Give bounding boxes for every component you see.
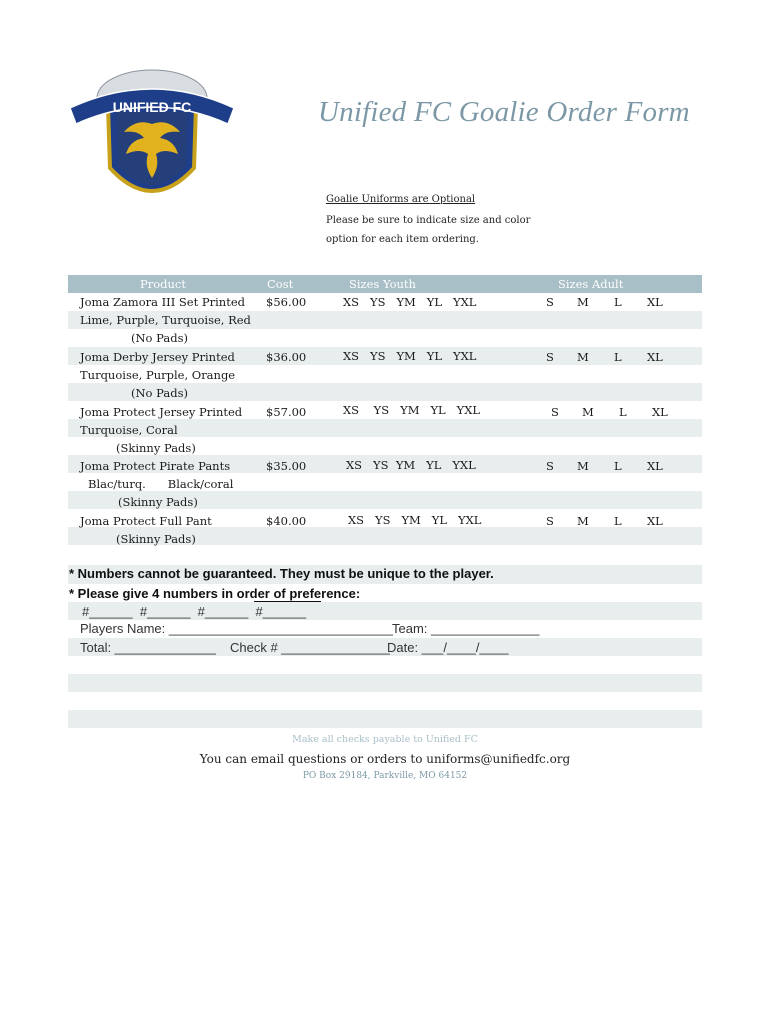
youth-sizes: XS YS YM YL YXL bbox=[346, 458, 476, 472]
adult-size-m: M bbox=[577, 514, 589, 528]
adult-size-m: M bbox=[577, 459, 589, 473]
product-colors: Blac/turq. Black/coral bbox=[88, 477, 234, 491]
product-cost: $56.00 bbox=[266, 295, 307, 309]
adult-size-l: L bbox=[614, 459, 622, 473]
payable-note: Make all checks payable to Unified FC bbox=[292, 734, 478, 745]
header-sizes-adult: Sizes Adult bbox=[558, 277, 624, 291]
youth-sizes: XS YS YM YL YXL bbox=[343, 295, 477, 309]
total-field[interactable]: Total: ______________ bbox=[80, 640, 216, 655]
optional-note-heading: Goalie Uniforms are Optional bbox=[326, 194, 476, 205]
adult-size-s: S bbox=[546, 459, 554, 473]
adult-size-xl: XL bbox=[647, 514, 663, 528]
product-name: Joma Zamora III Set Printed bbox=[80, 295, 245, 309]
product-cost: $40.00 bbox=[266, 514, 307, 528]
adult-size-xl: XL bbox=[647, 459, 663, 473]
product-padding: (Skinny Pads) bbox=[116, 441, 196, 455]
product-colors: Turquoise, Purple, Orange bbox=[80, 368, 236, 382]
product-cost: $36.00 bbox=[266, 350, 307, 364]
adult-size-l: L bbox=[614, 350, 622, 364]
page-title: Unified FC Goalie Order Form bbox=[318, 96, 690, 128]
adult-size-l: L bbox=[614, 514, 622, 528]
team-field[interactable]: Team: _______________ bbox=[392, 621, 540, 636]
underline-rule bbox=[254, 601, 321, 602]
adult-size-m: M bbox=[577, 295, 589, 309]
logo-text: UNIFIED FC bbox=[112, 99, 192, 115]
adult-size-s: S bbox=[546, 514, 554, 528]
adult-size-s: S bbox=[551, 405, 559, 419]
table-band bbox=[68, 710, 702, 728]
adult-size-xl: XL bbox=[647, 350, 663, 364]
header-sizes-youth: Sizes Youth bbox=[349, 277, 416, 291]
product-name: Joma Derby Jersey Printed bbox=[80, 350, 235, 364]
product-padding: (No Pads) bbox=[131, 331, 188, 345]
preferred-numbers-field[interactable]: #______ #______ #______ #______ bbox=[82, 604, 307, 619]
numbers-notice: * Numbers cannot be guaranteed. They must be unique to the player. bbox=[69, 566, 494, 581]
product-name: Joma Protect Full Pant bbox=[80, 514, 212, 528]
number-preference-notice: * Please give 4 numbers in order of preference: bbox=[69, 586, 361, 601]
unified-fc-logo bbox=[66, 66, 238, 216]
contact-line: You can email questions or orders to uniforms@unifiedfc.org bbox=[199, 752, 571, 766]
date-field[interactable]: Date: ___/____/____ bbox=[387, 640, 509, 655]
product-colors: Turquoise, Coral bbox=[80, 423, 178, 437]
adult-size-l: L bbox=[619, 405, 627, 419]
product-padding: (Skinny Pads) bbox=[116, 532, 196, 546]
adult-size-xl: XL bbox=[647, 295, 663, 309]
adult-size-m: M bbox=[577, 350, 589, 364]
mailing-address: PO Box 29184, Parkville, MO 64152 bbox=[302, 771, 468, 781]
header-cost: Cost bbox=[267, 277, 294, 291]
instruction-line-2: option for each item ordering. bbox=[326, 234, 479, 245]
adult-size-l: L bbox=[614, 295, 622, 309]
product-name: Joma Protect Jersey Printed bbox=[80, 405, 243, 419]
players-name-field[interactable]: Players Name: _______________________________ bbox=[80, 621, 393, 636]
adult-size-s: S bbox=[546, 295, 554, 309]
youth-sizes: XS YS YM YL YXL bbox=[343, 403, 481, 417]
check-number-field[interactable]: Check # _______________ bbox=[230, 640, 390, 655]
adult-size-s: S bbox=[546, 350, 554, 364]
product-padding: (Skinny Pads) bbox=[118, 495, 198, 509]
product-name: Joma Protect Pirate Pants bbox=[80, 459, 231, 473]
product-padding: (No Pads) bbox=[131, 386, 188, 400]
youth-sizes: XS YS YM YL YXL bbox=[343, 349, 477, 363]
youth-sizes: XS YS YM YL YXL bbox=[348, 513, 482, 527]
adult-size-m: M bbox=[582, 405, 594, 419]
product-colors: Lime, Purple, Turquoise, Red bbox=[80, 313, 251, 327]
instruction-line-1: Please be sure to indicate size and color bbox=[326, 215, 531, 226]
adult-size-xl: XL bbox=[652, 405, 668, 419]
header-product: Product bbox=[140, 277, 186, 291]
product-cost: $35.00 bbox=[266, 459, 307, 473]
table-band bbox=[68, 674, 702, 692]
product-cost: $57.00 bbox=[266, 405, 307, 419]
